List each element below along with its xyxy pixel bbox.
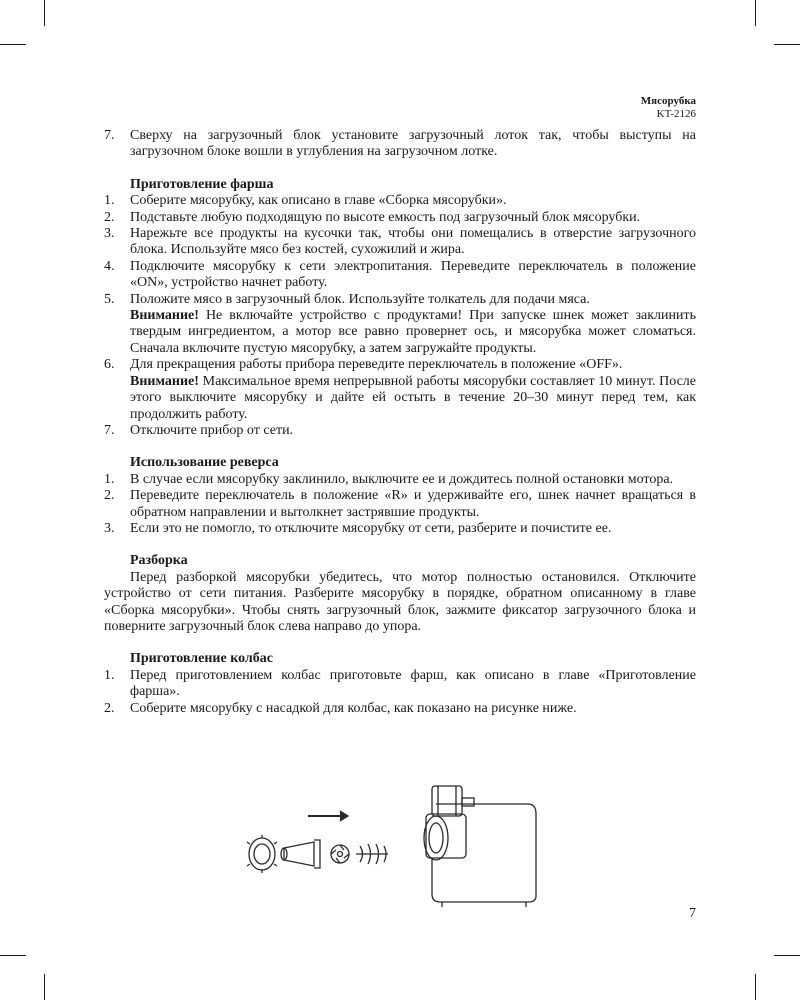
item-text: Соберите мясорубку с насадкой для колбас, как показано на рисунке ниже. [130, 700, 577, 716]
item-text: Для прекращения работы прибора переведите переключатель в положение «OFF». [130, 357, 623, 373]
item-number: 6. [104, 357, 115, 373]
item-number: 2. [104, 488, 115, 504]
disassembly-paragraph: Перед разборкой мясорубки убедитесь, что мотор полностью остановился. Отключите устройство от сети питания. Разберите мясорубку в порядке, обратном описанному в главе «Сборка мясорубки». Чтобы снять загрузочный блок, зажмите фиксатор загрузочного блока и поверните загрузочный блок слева направо до упора. [104, 569, 696, 634]
warning-label: Внимание! [130, 308, 199, 324]
crop-mark [774, 955, 800, 956]
item-number: 4. [104, 258, 115, 274]
item-number: 3. [104, 226, 115, 242]
item-number: 1. [104, 193, 115, 209]
item-text: Сверху на загрузочный блок установите загрузочный лоток так, чтобы выступы на загрузочном блоке вошли в углубления на загрузочном лотке. [130, 128, 696, 160]
list-item [104, 226, 696, 259]
list-item [104, 488, 696, 521]
item-number: 5. [104, 291, 115, 307]
item-number: 2. [104, 700, 115, 716]
crop-mark [755, 0, 756, 26]
item-number: 2. [104, 209, 115, 225]
item-text: Подставьте любую подходящую по высоте емкость под загрузочный блок мясорубки. [130, 209, 641, 225]
item-text: Отключите прибор от сети. [130, 422, 294, 438]
manual-content [104, 128, 696, 717]
item-text: В случае если мясорубку заклинило, выключите ее и дождитесь полной остановки мотора. [130, 471, 674, 487]
section-heading-reverse: Использование реверса [130, 455, 279, 471]
list-item [104, 292, 696, 308]
arrow-right-icon [308, 811, 348, 821]
blade-icon [331, 845, 349, 863]
section-heading-disassembly: Разборка [130, 553, 188, 569]
item-text: Перед приготовлением колбас приготовьте фарш, как описано в главе «Приготовление фарша». [130, 667, 696, 700]
crop-mark [774, 44, 800, 45]
meat-grinder-icon [424, 786, 536, 907]
item-text: Переведите переключатель в положение «R» и удерживайте его, шнек начнет вращаться в обратном направлении и вытолкнет застрявшие продукты. [130, 488, 696, 520]
list-item [104, 423, 696, 439]
sausage-attachment-illustration [236, 784, 546, 909]
crop-mark [44, 974, 45, 1000]
model-number: KT-2126 [656, 108, 696, 120]
crop-mark [44, 0, 45, 26]
item-number: 1. [104, 667, 115, 683]
section-heading-mince: Приготовление фарша [130, 176, 274, 192]
item-text: Соберите мясорубку, как описано в главе «Сборка мясорубки». [130, 193, 507, 209]
warning-note [104, 374, 696, 423]
item-number: 7. [104, 128, 115, 143]
list-item [104, 701, 696, 717]
warning-label: Внимание! [130, 373, 199, 389]
item-number: 7. [104, 422, 115, 438]
sausage-nozzle-icon [281, 840, 320, 868]
item-number: 3. [104, 520, 115, 536]
list-item [104, 668, 696, 701]
warning-note [104, 308, 696, 357]
auger-icon [356, 844, 388, 864]
ring-nut-icon [247, 835, 277, 873]
list-item [104, 259, 696, 292]
list-item [104, 210, 696, 226]
warning-text: Не включайте устройство с продуктами! При запуске шнек может заклинить твердым ингредиентом, а мотор все равно провернет ось, и мясорубка может сломаться. Сначала включите пустую мясорубку, а затем загружайте продукты. [130, 308, 696, 356]
crop-mark [755, 974, 756, 1000]
section-heading-sausage: Приготовление колбас [130, 651, 273, 667]
list-item [104, 521, 696, 537]
list-item [104, 357, 696, 373]
item-text: Если это не помогло, то отключите мясорубку от сети, разберите и почистите ее. [130, 520, 612, 536]
crop-mark [0, 44, 26, 45]
crop-mark [0, 955, 26, 956]
warning-text: Максимальное время непрерывной работы мясорубки составляет 10 минут. После этого выключите мясорубку и дайте ей остыть в течение 20–30 минут перед тем, как продолжить работу. [130, 373, 696, 422]
page-number: 7 [689, 906, 696, 921]
page-header [641, 95, 696, 121]
item-text: Положите мясо в загрузочный блок. Используйте толкатель для подачи мяса. [130, 291, 590, 307]
list-item [104, 193, 696, 209]
list-item [104, 128, 696, 161]
item-text: Нарежьте все продукты на кусочки так, чтобы они помещались в отверстие загрузочного блока. Используйте мясо без костей, сухожилий и жира. [130, 226, 696, 258]
item-text: Подключите мясорубку к сети электропитания. Переведите переключатель в положение «ON», устройство начнет работу. [130, 258, 696, 291]
list-item [104, 472, 696, 488]
product-title: Мясорубка [640, 95, 696, 107]
item-number: 1. [104, 471, 115, 487]
